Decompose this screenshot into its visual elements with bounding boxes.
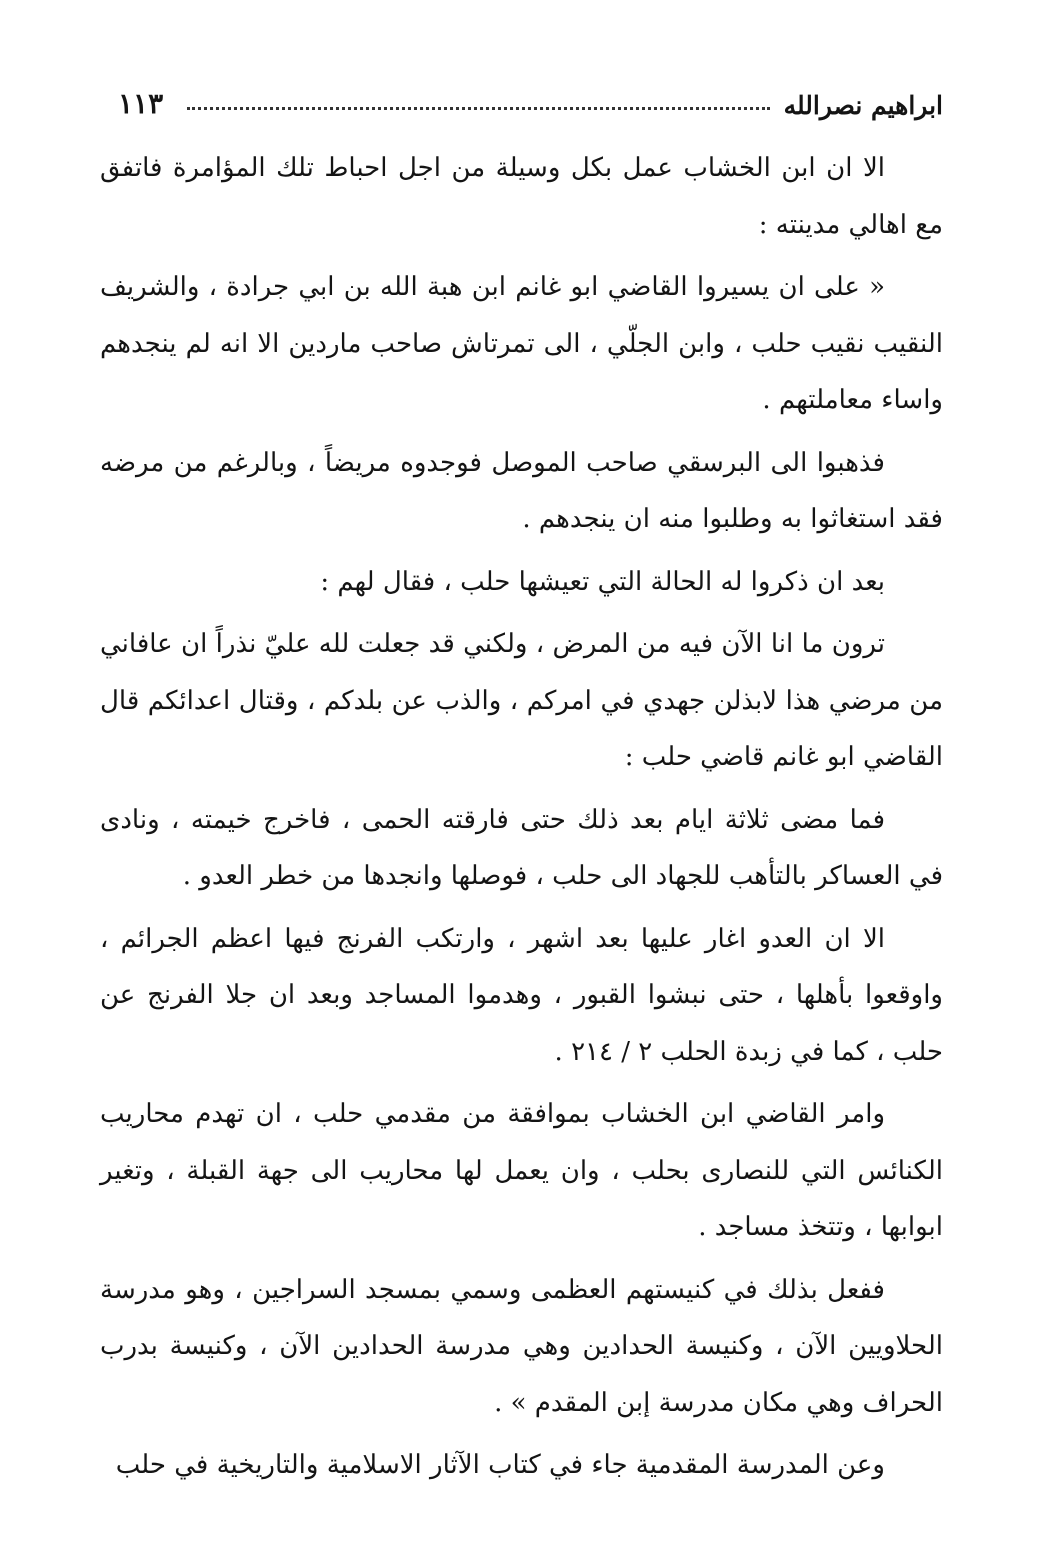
running-head (118, 76, 943, 120)
paragraph: فذهبوا الى البرسقي صاحب الموصل فوجدوه مريضاً ، وبالرغم من مرضه فقد استغاثوا به وطلبوا منه ان ينجدهم . (100, 447, 943, 534)
paragraph: الا ان العدو اغار عليها بعد اشهر ، وارتكب الفرنج فيها اعظم الجرائم ، واوقعوا بأهلها ، حتى نبشوا القبور ، وهدموا المساجد وبعد ان جلا الفرنج عن حلب ، كما في زبدة الحلب ٢ / ٢١٤ . (100, 923, 943, 1067)
paragraph: بعد ان ذكروا له الحالة التي تعيشها حلب ، فقال لهم : (320, 566, 885, 597)
body-text (100, 140, 943, 1500)
page-number: ١١٣ (118, 87, 164, 120)
paragraph: ترون ما انا الآن فيه من المرض ، ولكني قد جعلت لله عليّ نذراً ان عافاني من مرضي هذا لابذلن جهدي في امركم ، والذب عن بلدكم ، وقتال اعدائكم قال القاضي ابو غانم قاضي حلب : (100, 629, 943, 772)
paragraph: وعن المدرسة المقدمية جاء في كتاب الآثار الاسلامية والتاريخية في حلب (115, 1450, 885, 1480)
paragraph: ففعل بذلك في كنيستهم العظمى وسمي بمسجد السراجين ، وهو مدرسة الحلاويين الآن ، وكنيسة الحدادين وهي مدرسة الحدادين الآن ، وكنيسة بدرب الحراف وهي مكان مدرسة إبن المقدم » . (100, 1274, 943, 1418)
running-head-author: ابراهيم نصرالله (783, 91, 943, 120)
paragraph: « على ان يسيروا القاضي ابو غانم ابن هبة الله بن ابي جرادة ، والشريف النقيب نقيب حلب ، وابن الجلّي ، الى تمرتاش صاحب ماردين الا انه لم ينجدهم واساء معاملتهم . (100, 272, 943, 415)
paragraph: الا ان ابن الخشاب عمل بكل وسيلة من اجل احباط تلك المؤامرة فاتفق مع اهالي مدينته : (100, 153, 943, 240)
paragraph: وامر القاضي ابن الخشاب بموافقة من مقدمي حلب ، ان تهدم محاريب الكنائس التي للنصارى بحلب ، وان يعمل لها محاريب الى جهة القبلة ، وتغير ابوابها ، وتتخذ مساجد . (100, 1099, 943, 1242)
paragraph: فما مضى ثلاثة ايام بعد ذلك حتى فارقته الحمى ، فاخرج خيمته ، ونادى في العساكر بالتأهب للجهاد الى حلب ، فوصلها وانجدها من خطر العدو . (100, 804, 943, 891)
dot-leader (187, 107, 769, 110)
